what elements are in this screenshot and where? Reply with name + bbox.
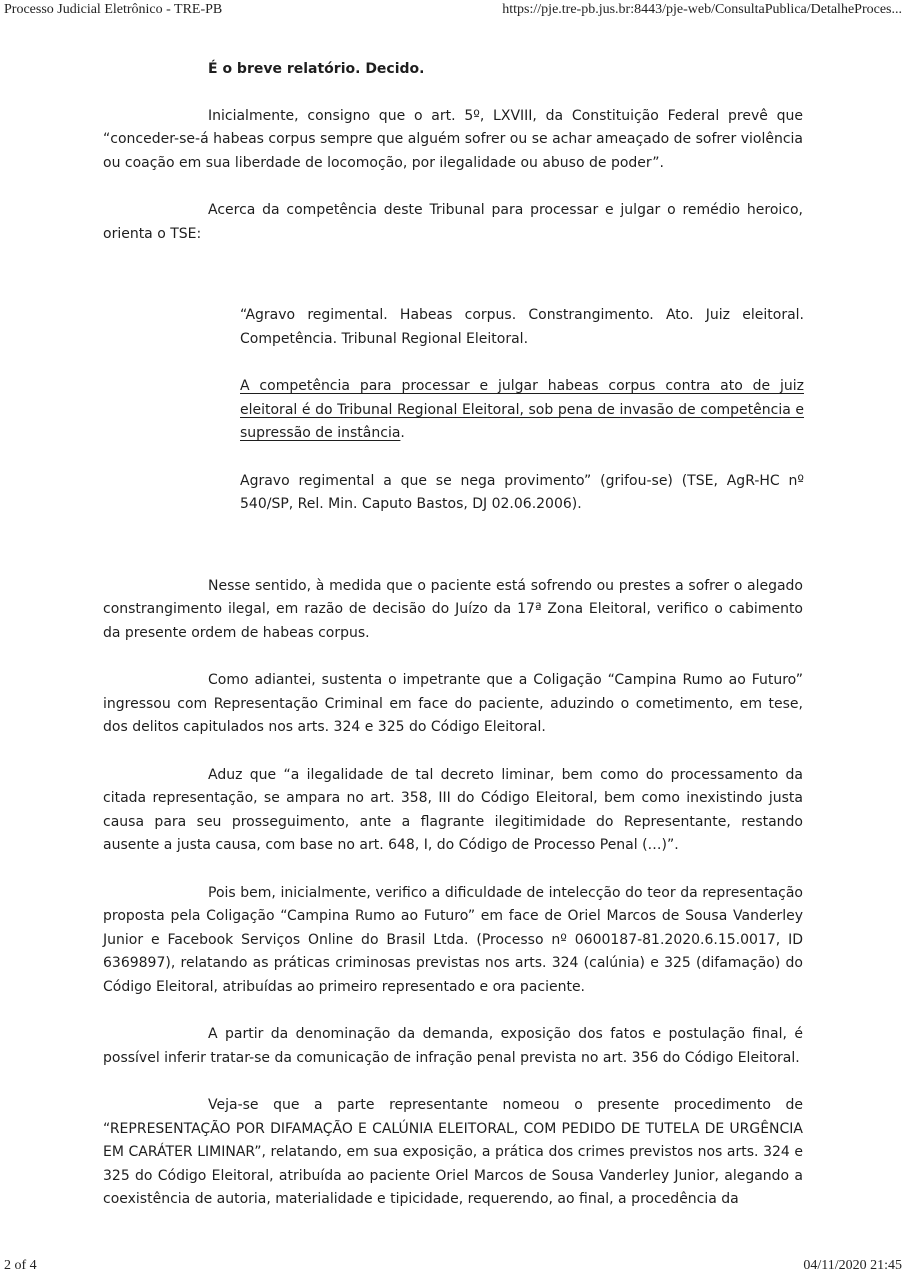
paragraph-1: Inicialmente, consigno que o art. 5º, LXVIII, da Constituição Federal prevê que “conceder-se-á habeas corpus sempre que alguém sofrer ou se achar ameaçado de sofrer violência ou coação em sua liberdade de locomoção, por ilegalidade ou abuso de poder”. [103, 107, 803, 171]
page-url: https://pje.tre-pb.jus.br:8443/pje-web/ConsultaPublica/DetalheProces... [502, 2, 902, 17]
paragraph-8: Veja-se que a parte representante nomeou o presente procedimento de “REPRESENTAÇÃO POR DIFAMAÇÃO E CALÚNIA ELEITORAL, COM PEDIDO DE TUTELA DE URGÊNCIA EM CARÁTER LIMINAR”, relatando, em sua exposição, a prática dos crimes previstos nos arts. 324 e 325 do Código Eleitoral, atribuída ao paciente Oriel Marcos de Sousa Vanderley Junior, alegando a coexistência de autoria, materialidade e tipicidade, requerendo, ao final, a procedência da [103, 1097, 803, 1207]
quote-paragraph-2 [240, 375, 804, 446]
page-number: 2 of 4 [4, 1258, 37, 1273]
paragraph-4: Como adiantei, sustenta o impetrante que a Coligação “Campina Rumo ao Futuro” ingressou com Representação Criminal em face do paciente, aduzindo o cometimento, em tese, dos delitos capitulados nos arts. 324 e 325 do Código Eleitoral. [103, 672, 803, 735]
print-footer [0, 1258, 906, 1280]
quote-paragraph-3: Agravo regimental a que se nega provimento” (grifou-se) (TSE, AgR-HC nº 540/SP, Rel. Min. Caputo Bastos, DJ 02.06.2006). [240, 472, 804, 512]
underlined-emphasis: A competência para processar e julgar habeas corpus contra ato de juiz eleitoral é do Tribunal Regional Eleitoral, sob pena de invasão de competência e supressão de instância [240, 378, 804, 441]
paragraph-5: Aduz que “a ilegalidade de tal decreto liminar, bem como do processamento da citada representação, se ampara no art. 358, III do Código Eleitoral, bem como inexistindo justa causa para seu prosseguimento, ante a flagrante ilegitimidade do Representante, restando ausente a justa causa, com base no art. 648, I, do Código de Processo Penal (…)”. [103, 766, 803, 853]
quotation-block [240, 304, 804, 517]
paragraph-7: A partir da denominação da demanda, exposição dos fatos e postulação final, é possível inferir tratar-se da comunicação de infração penal prevista no art. 356 do Código Eleitoral. [103, 1026, 803, 1066]
print-header [0, 0, 906, 22]
quote-paragraph-2-end: . [400, 425, 405, 441]
document-body [103, 58, 803, 1236]
paragraph-6: Pois bem, inicialmente, verifico a dificuldade de intelecção do teor da representação proposta pela Coligação “Campina Rumo ao Futuro” em face de Oriel Marcos de Sousa Vanderley Junior e Facebook Serviços Online do Brasil Ltda. (Processo nº 0600187-81.2020.6.15.0017, ID 6369897), relatando as práticas criminosas previstas nos arts. 324 (calúnia) e 325 (difamação) do Código Eleitoral, atribuídas ao primeiro representado e ora paciente. [103, 884, 803, 995]
paragraph-3: Nesse sentido, à medida que o paciente está sofrendo ou prestes a sofrer o alegado constrangimento ilegal, em razão de decisão do Juízo da 17ª Zona Eleitoral, verifico o cabimento da presente ordem de habeas corpus. [103, 577, 803, 641]
paragraph-2: Acerca da competência deste Tribunal para processar e julgar o remédio heroico, orienta o TSE: [103, 202, 803, 242]
print-datetime: 04/11/2020 21:45 [803, 1258, 902, 1273]
section-heading: É o breve relatório. Decido. [208, 61, 425, 77]
quote-paragraph-1: “Agravo regimental. Habeas corpus. Constrangimento. Ato. Juiz eleitoral. Competência. Tribunal Regional Eleitoral. [240, 307, 804, 347]
page-title: Processo Judicial Eletrônico - TRE-PB [4, 2, 223, 17]
